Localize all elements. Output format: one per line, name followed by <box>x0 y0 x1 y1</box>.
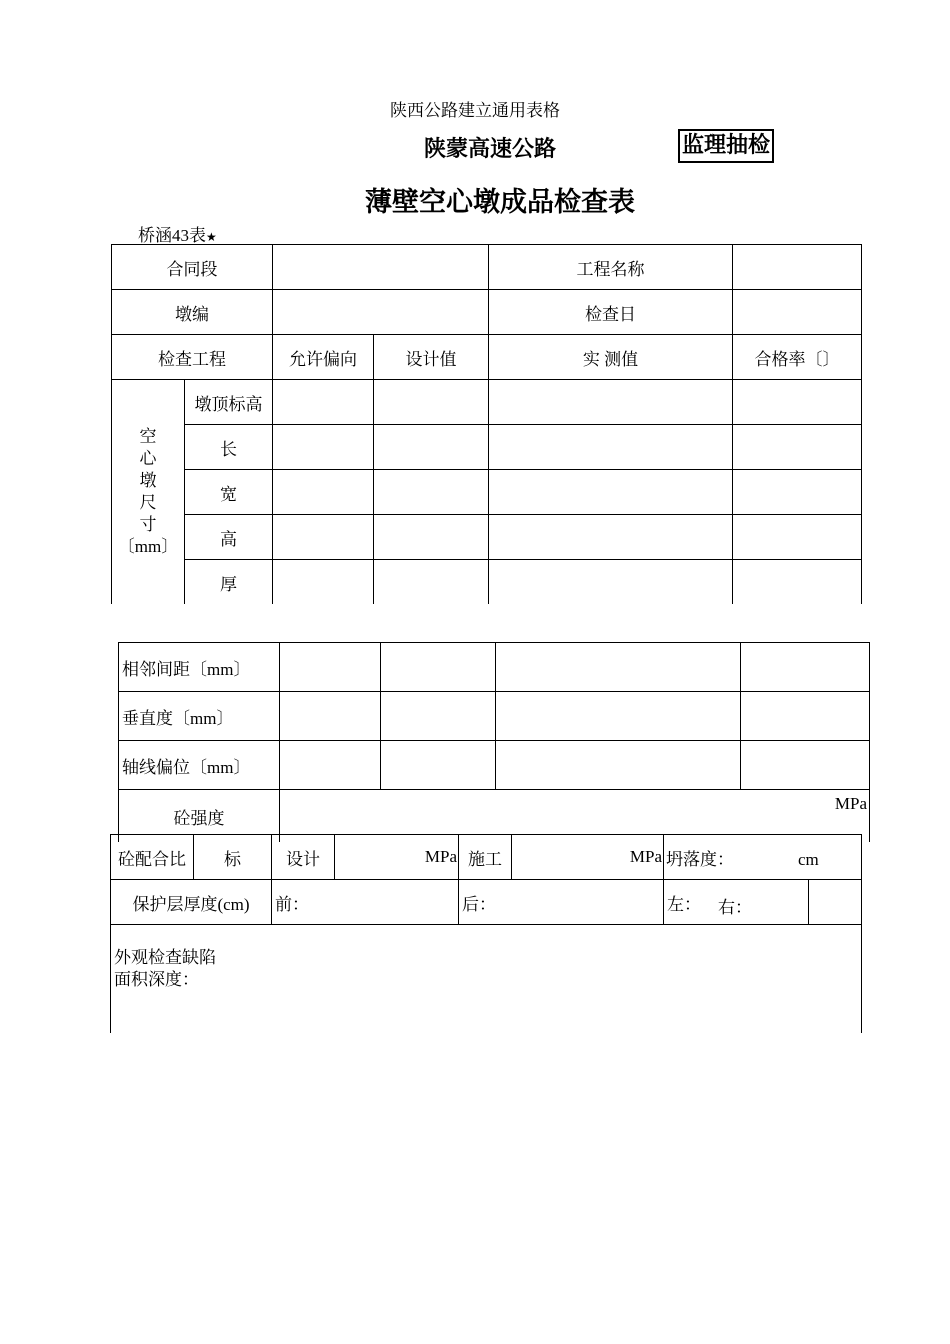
table-header-row <box>112 335 862 380</box>
mix-design-value[interactable] <box>335 835 459 880</box>
cell-tolerance[interactable] <box>280 643 381 692</box>
mix-construction-value[interactable] <box>512 835 664 880</box>
inspection-table-main <box>111 244 862 604</box>
cell-measured[interactable] <box>489 515 733 560</box>
project-value[interactable] <box>733 245 862 290</box>
row-label-top-elevation: 墩顶标高 <box>185 380 273 425</box>
cell-measured[interactable] <box>496 643 741 692</box>
column-header-measured: 实 测值 <box>489 335 733 380</box>
column-header-design: 设计值 <box>374 335 489 380</box>
cover-label: 保护层厚度(cm) <box>111 880 272 925</box>
cell-design[interactable] <box>381 692 496 741</box>
row-label-axis-offset: 轴线偏位〔mm〕 <box>119 741 280 790</box>
table-row <box>111 835 862 880</box>
cell-pass-rate[interactable] <box>733 380 862 425</box>
dimension-label-line: 空 <box>139 427 157 446</box>
cell-tolerance[interactable] <box>280 741 381 790</box>
row-label-length: 长 <box>185 425 273 470</box>
cell-design[interactable] <box>374 560 489 605</box>
row-label-verticality: 垂直度〔mm〕 <box>119 692 280 741</box>
table-row <box>119 741 870 790</box>
cell-measured[interactable] <box>489 425 733 470</box>
cell-pass-rate[interactable] <box>733 560 862 605</box>
cell-pass-rate[interactable] <box>741 692 870 741</box>
dimension-group-label <box>112 380 185 605</box>
cell-pass-rate[interactable] <box>741 741 870 790</box>
dimension-label-line: 墩 <box>139 471 157 490</box>
cell-pass-rate[interactable] <box>741 643 870 692</box>
slump-label: 坍落度： <box>666 849 734 869</box>
slump-cell[interactable] <box>664 835 862 880</box>
dimension-label-line: 心 <box>139 449 157 468</box>
table-row <box>119 643 870 692</box>
mix-construction-unit: MPa <box>629 847 662 866</box>
contract-label: 合同段 <box>112 245 273 290</box>
cell-measured[interactable] <box>496 741 741 790</box>
cell-tolerance[interactable] <box>280 692 381 741</box>
mix-grade-label: 标 <box>194 835 272 880</box>
cell-design[interactable] <box>374 380 489 425</box>
cover-right-spacer <box>809 880 862 925</box>
cell-measured[interactable] <box>489 560 733 605</box>
table-row <box>112 425 862 470</box>
mix-design-label: 设计 <box>272 835 335 880</box>
table-row <box>112 560 862 605</box>
cell-tolerance[interactable] <box>273 560 374 605</box>
mix-design-unit: MPa <box>424 847 457 866</box>
dimension-label-line: 寸 <box>139 515 157 534</box>
table-row <box>112 515 862 560</box>
dimension-label-line: 〔mm〕 <box>117 537 179 556</box>
cell-tolerance[interactable] <box>273 470 374 515</box>
date-label: 检查日 <box>489 290 733 335</box>
cell-design[interactable] <box>374 470 489 515</box>
table-row <box>112 380 862 425</box>
defect-line1: 外观检查缺陷 <box>114 948 216 967</box>
table-row <box>111 925 862 1034</box>
date-value[interactable] <box>733 290 862 335</box>
cell-tolerance[interactable] <box>273 425 374 470</box>
pier-value[interactable] <box>273 290 489 335</box>
cell-measured[interactable] <box>496 692 741 741</box>
table-row <box>112 290 862 335</box>
cover-front[interactable]: 前： <box>272 880 459 925</box>
inspection-table-secondary <box>118 642 870 842</box>
star-icon: ★ <box>206 230 217 244</box>
slump-unit: cm <box>798 849 819 869</box>
cell-design[interactable] <box>374 515 489 560</box>
cell-design[interactable] <box>381 643 496 692</box>
form-code-text: 桥涵43表 <box>138 226 206 245</box>
project-label: 工程名称 <box>489 245 733 290</box>
cover-left[interactable]: 左： <box>664 880 809 925</box>
defect-cell[interactable] <box>111 925 862 1034</box>
pier-label: 墩编 <box>112 290 273 335</box>
inspection-stamp: 监理抽检 <box>678 129 774 163</box>
row-label-width: 宽 <box>185 470 273 515</box>
contract-value[interactable] <box>273 245 489 290</box>
strength-unit: MPa <box>834 794 867 813</box>
table-row <box>112 470 862 515</box>
highway-name: 陕蒙高速公路 <box>424 137 557 162</box>
cell-design[interactable] <box>374 425 489 470</box>
mix-label: 砼配合比 <box>111 835 194 880</box>
mix-construction-label: 施工 <box>459 835 512 880</box>
row-label-height: 高 <box>185 515 273 560</box>
row-label-adjacent-spacing: 相邻间距〔mm〕 <box>119 643 280 692</box>
cover-right[interactable]: 右： <box>718 898 752 917</box>
table-row <box>112 245 862 290</box>
column-header-item: 检查工程 <box>112 335 273 380</box>
cell-measured[interactable] <box>489 470 733 515</box>
page-title: 薄壁空心墩成品检查表 <box>365 187 635 218</box>
cell-tolerance[interactable] <box>273 515 374 560</box>
dimension-label-line: 尺 <box>139 493 157 512</box>
row-label-thickness: 厚 <box>185 560 273 605</box>
cover-back[interactable]: 后： <box>459 880 664 925</box>
column-header-pass-rate: 合格率〔〕 <box>733 335 862 380</box>
cell-pass-rate[interactable] <box>733 515 862 560</box>
cell-pass-rate[interactable] <box>733 425 862 470</box>
form-subtitle: 陕西公路建立通用表格 <box>390 101 560 120</box>
column-header-tolerance: 允许偏向 <box>273 335 374 380</box>
inspection-table-mix <box>110 834 862 1033</box>
defect-line2: 面积深度： <box>114 970 199 989</box>
row-label-concrete-strength: 砼强度 <box>119 790 280 843</box>
table-row <box>119 692 870 741</box>
cell-tolerance[interactable] <box>273 380 374 425</box>
cell-measured[interactable] <box>489 380 733 425</box>
cell-design[interactable] <box>381 741 496 790</box>
form-code <box>138 221 217 246</box>
cell-pass-rate[interactable] <box>733 470 862 515</box>
